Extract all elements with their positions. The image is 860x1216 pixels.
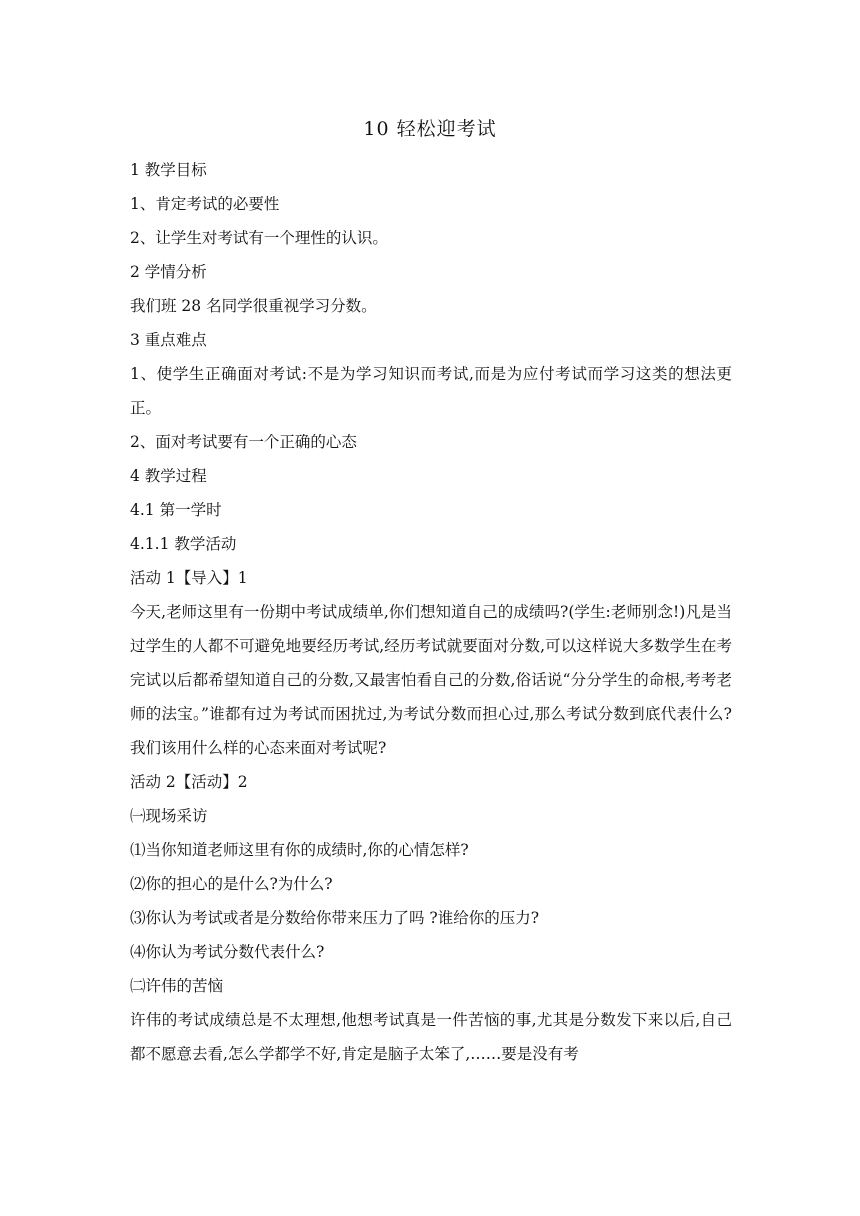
story-heading: ㈡许伟的苦恼 [130, 977, 224, 995]
document-body [130, 153, 732, 1071]
activity-2-heading: 活动 2【活动】2 [130, 773, 248, 791]
activity-1-text: 今天,老师这里有一份期中考试成绩单,你们想知道自己的成绩吗?(学生:老师别念!)凡是当过学生的人都不可避免地要经历考试,经历考试就要面对分数,可以这样说大多数学生在考完试以后都希望知道自己的分数,又最害怕看自己的分数,俗话说“分分学生的命根,考考老师的法宝。”谁都有过为考试而困扰过,为考试分数而担心过,那么考试分数到底代表什么?我们该用什么样的心态来面对考试呢? [130, 603, 732, 757]
key-item-1: 1、使学生正确面对考试:不是为学习知识而考试,而是为应付考试而学习这类的想法更正。 [130, 365, 732, 417]
interview-question-3: ⑶你认为考试或者是分数给你带来压力了吗 ?谁给你的压力? [130, 909, 540, 927]
interview-question-4: ⑷你认为考试分数代表什么? [130, 943, 325, 961]
analysis-text: 我们班 28 名同学很重视学习分数。 [130, 297, 377, 315]
goal-heading: 1 教学目标 [130, 161, 207, 179]
activity-1-heading: 活动 1【导入】1 [130, 569, 248, 587]
story-text: 许伟的考试成绩总是不太理想,他想考试真是一件苦恼的事,尤其是分数发下来以后,自己都不愿意去看,怎么学都学不好,肯定是脑子太笨了,……要是没有考 [130, 1011, 732, 1063]
key-heading: 3 重点难点 [130, 331, 207, 349]
process-heading: 4 教学过程 [130, 467, 207, 485]
goal-item-2: 2、让学生对考试有一个理性的认识。 [130, 229, 388, 247]
document-title: 10 轻松迎考试 [363, 118, 497, 140]
key-item-2: 2、面对考试要有一个正确的心态 [130, 433, 357, 451]
activity-subheading: 4.1.1 教学活动 [130, 535, 237, 553]
goal-item-1: 1、肯定考试的必要性 [130, 195, 280, 213]
analysis-heading: 2 学情分析 [130, 263, 207, 281]
lesson-heading: 4.1 第一学时 [130, 501, 222, 519]
interview-question-2: ⑵你的担心的是什么?为什么? [130, 875, 333, 893]
interview-question-1: ⑴当你知道老师这里有你的成绩时,你的心情怎样? [130, 841, 469, 859]
interview-heading: ㈠现场采访 [130, 807, 208, 825]
